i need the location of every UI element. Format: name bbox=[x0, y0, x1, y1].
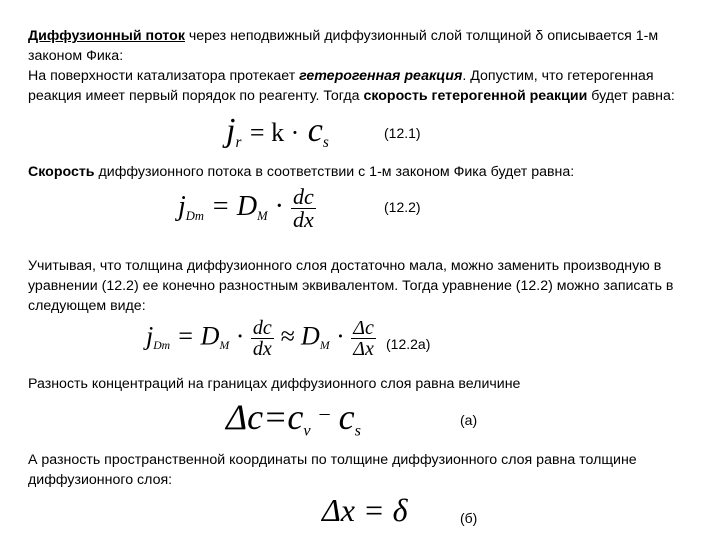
eq3-fraction-1 bbox=[251, 318, 274, 359]
eq3-denominator-2: Δx bbox=[353, 338, 374, 360]
eq4-sub-2: s bbox=[354, 421, 361, 440]
eq4-minus: – bbox=[319, 402, 330, 424]
eq4-c2: c bbox=[338, 397, 355, 437]
intro-text-3: . Допустим, что гетерогенная реакция имеет первый порядок по реагенту. Тогда bbox=[28, 68, 654, 104]
eq1-lhs-sub: r bbox=[235, 134, 242, 152]
eq2-d-sub: M bbox=[257, 208, 268, 223]
intro-text-1: через неподвижный диффузионный слой толщиной δ описывается 1-м законом Фика: bbox=[28, 28, 659, 64]
eq-number-b: (б) bbox=[460, 510, 478, 526]
eq3-dot-2: · bbox=[336, 321, 345, 351]
eq3-fraction-2 bbox=[351, 318, 376, 359]
eq4-sub-1: v bbox=[303, 421, 311, 440]
eq2-dot: · bbox=[274, 190, 284, 222]
eq3-approx: ≈ D bbox=[280, 321, 320, 351]
eq3-d2-sub: M bbox=[319, 339, 330, 353]
term-heterogeneous-reaction: гетерогенная реакция bbox=[299, 68, 463, 84]
eq3-numerator-2: Δc bbox=[353, 317, 374, 339]
eq-number-12-1: (12.1) bbox=[384, 125, 421, 141]
intro-paragraph bbox=[28, 26, 700, 106]
eq4-lhs: Δc=c bbox=[226, 397, 304, 437]
eq3-eq: = D bbox=[176, 321, 220, 351]
eq1-rhs-sub: s bbox=[322, 134, 329, 152]
eq2-eq: = D bbox=[210, 190, 258, 222]
eq2-numerator: dc bbox=[292, 184, 314, 209]
term-diffusion-flux: Диффузионный поток bbox=[28, 28, 185, 44]
eq2-lhs-sub: Dm bbox=[185, 208, 204, 223]
eq1-lhs: j bbox=[226, 112, 236, 149]
eq3-numerator-1: dc bbox=[252, 317, 272, 339]
equation-12-2a bbox=[146, 318, 376, 359]
eq2-lhs: j bbox=[178, 190, 186, 222]
eq-number-a: (а) bbox=[460, 412, 478, 428]
eq1-eq: = k · bbox=[249, 118, 300, 147]
coordinate-difference-paragraph: А разность пространственной координаты по толщине диффузионного слоя равна толщине диффузионного слоя: bbox=[28, 452, 637, 488]
term-rate: Скорость bbox=[28, 164, 95, 180]
equation-12-2 bbox=[178, 186, 316, 231]
flux-rate-text: диффузионного потока в соответствии с 1-м законом Фика будет равна: bbox=[94, 164, 575, 180]
equation-b bbox=[322, 492, 407, 529]
eq3-lhs-sub: Dm bbox=[153, 339, 171, 353]
eq3-denominator-1: dx bbox=[252, 338, 272, 360]
eq3-lhs: j bbox=[146, 321, 154, 351]
eq5-expr: Δx = δ bbox=[322, 492, 408, 528]
eq3-d-sub: M bbox=[219, 339, 230, 353]
flux-rate-paragraph bbox=[28, 162, 700, 182]
concentration-difference-paragraph: Разность концентраций на границах диффузионного слоя равна величине bbox=[28, 376, 521, 392]
term-reaction-rate: скорость гетерогенной реакции bbox=[363, 88, 588, 104]
eq1-rhs: c bbox=[307, 112, 323, 149]
equation-12-1 bbox=[226, 112, 329, 152]
eq3-dot: · bbox=[235, 321, 245, 351]
eq-number-12-2: (12.2) bbox=[384, 199, 421, 215]
equation-a bbox=[226, 396, 361, 440]
intro-text-4: будет равна: bbox=[587, 88, 675, 104]
eq2-fraction bbox=[291, 186, 316, 231]
eq-number-12-2a: (12.2а) bbox=[386, 336, 431, 352]
eq2-denominator: dx bbox=[292, 207, 314, 232]
finite-difference-paragraph: Учитывая, что толщина диффузионного слоя достаточно мала, можно заменить производную в уравнении (12.2) ее конечно разностным эквивалентом. Тогда уравнение (12.2) можно записать в следующем виде: bbox=[28, 258, 674, 314]
intro-text-2: На поверхности катализатора протекает bbox=[28, 68, 300, 84]
